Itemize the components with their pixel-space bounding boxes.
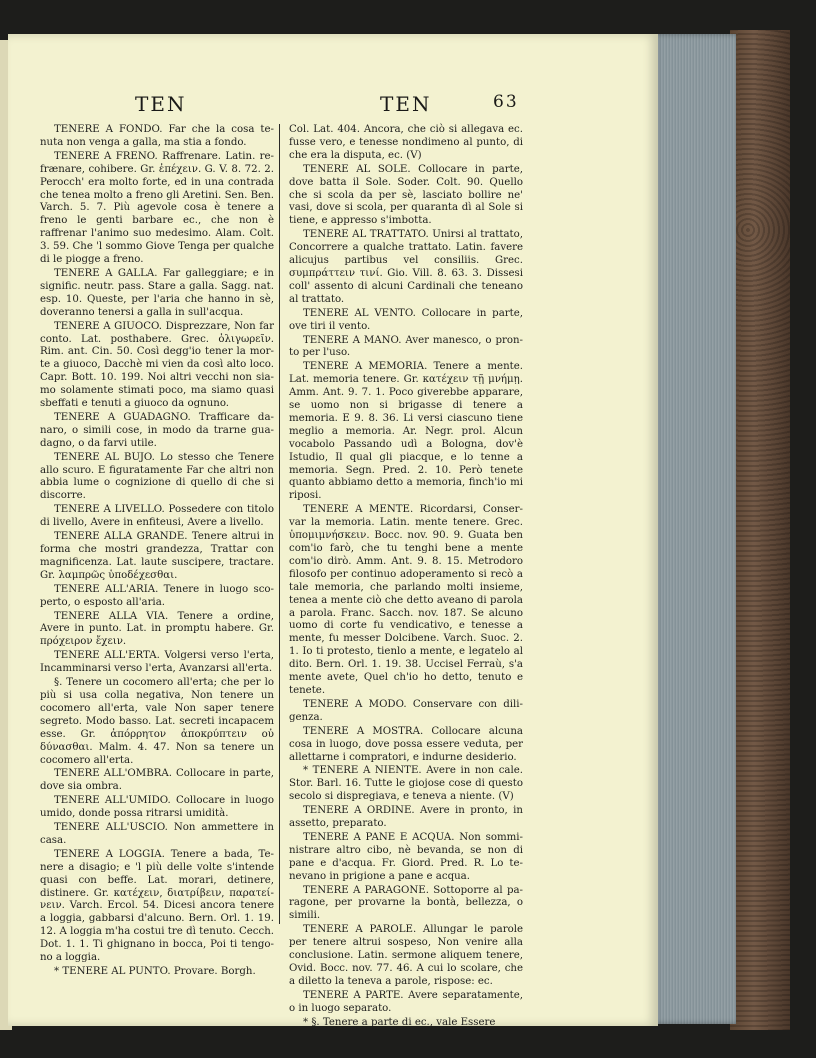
entry: TENERE ALLA GRANDE. Tenere altrui in forma che mostri grandezza, Trattar con magnificenza. Lat. laute suscipere, tractare. Gr. λαμπρῶς ὑποδέχεσθαι. bbox=[40, 531, 274, 581]
entry: TENERE AL VENTO. Collocare in parte, ove tiri il vento. bbox=[289, 307, 523, 332]
entry: * §. Tenere a parte di ec., vale Essere bbox=[303, 1016, 496, 1028]
entry: TENERE A MODO. Conservare con diligenza. bbox=[289, 698, 523, 723]
running-head-left: TEN bbox=[135, 92, 187, 116]
entry: TENERE A MANO. Aver manesco, o pronto per l'uso. bbox=[289, 334, 523, 359]
entry: TENERE AL TRATTATO. Unirsi al trattato, Concorrere a qualche trattato. Latin. favere alicujus partibus vel consiliis. Grec. συμπράττειν τινί. Gio. Vill. 8. 63. 3. Dissesi coll' assento di alcuni Cardinali che teneano al trattato. bbox=[289, 229, 523, 305]
entry: TENERE A FONDO. Far che la cosa tenuta non venga a galla, ma stia a fondo. bbox=[40, 124, 274, 148]
entry: §. Tenere un cocomero all'erta; che per lo più si usa colla negativa, Non tenere un cocomero all'erta, vale Non saper tenere segreto. Modo basso. Lat. secreti incapacem esse. Gr. ἀπόρρητον ἀποκρύπτειν οὐ δύνασθαι. Malm. 4. 47. Non sa tenere un cocomero all'erta. bbox=[40, 677, 274, 766]
entry: TENERE AL BUJO. Lo stesso che Tenere allo scuro. E figuratamente Far che altri non abbia lume o cognizione di quello di che si discorre. bbox=[40, 451, 274, 502]
entry: TENERE A PANE E ACQUA. Non somministrare altro cibo, nè bevanda, se non di pane e d'acqua. Fr. Giord. Pred. R. Lo tenevano in prigione a pane e acqua. bbox=[289, 831, 523, 882]
right-column bbox=[289, 124, 523, 1031]
entry: TENERE ALL'ERTA. Volgersi verso l'erta, Incamminarsi verso l'erta, Avanzarsi all'erta. bbox=[40, 650, 274, 675]
entry: TENERE A GUADAGNO. Trafficare danaro, o simili cose, in modo da trarne guadagno, o da farvi utile. bbox=[40, 411, 274, 449]
entry: * TENERE AL PUNTO. Provare. Borgh. bbox=[54, 966, 256, 977]
entry: TENERE ALL'OMBRA. Collocare in parte, dove sia ombra. bbox=[40, 768, 274, 793]
entry: TENERE A FRENO. Raffrenare. Latin. refrænare, cohibere. Gr. ἐπέχειν. G. V. 8. 72. 2. Perocch' era molto forte, ed in una contrada che tenea molto a freno gli Aretini. Sen. Ben. Varch. 5. 7. Più agevole cosa è tenere a freno le genti barbare ec., che non è raffrenar l'animo suo medesimo. Alam. Colt. 3. 59. Che 'l sommo Giove Tenga per qualche di le piogge a freno. bbox=[40, 150, 274, 266]
entry: TENERE A GIUOCO. Disprezzare, Non far conto. Lat. posthabere. Grec. ὀλιγωρεῖν. Rim. ant. Cin. 50. Così degg'io tener la morte a giuoco, Dacchè mi vien da così alto loco. Capr. Bott. 10. 199. Noi altri vecchi non siamo solamente stimati poco, ma siamo quasi sbeffati e tenuti a giuoco da ognuno. bbox=[40, 320, 274, 410]
entry: TENERE A PARTE. Avere separatamente, o in luogo separato. bbox=[289, 989, 523, 1014]
left-column bbox=[40, 124, 274, 980]
entry: TENERE A LOGGIA. Tenere a bada, Tenere a disagio; e 'l più delle volte s'intende quasi con beffe. Lat. morari, detinere, distinere. Gr. κατέχειν, διατρίβειν, παρατείνειν. Varch. Ercol. 54. Dicesi ancora tenere a loggia, gabbarsi d'alcuno. Bern. Orl. 1. 19. 12. A loggia m'ha costui tre dì tenuto. Cecch. Dot. 1. 1. Ti ghignano in bocca, Poi ti tengono a loggia. bbox=[40, 848, 274, 964]
running-head-right: TEN bbox=[380, 92, 432, 116]
entry: TENERE A PAROLE. Allungar le parole per tenere altrui sospeso, Non venire alla conclusione. Latin. sermone aliquem tenere, Ovid. Bocc. nov. 77. 46. A cui lo scolare, che a diletto la teneva a parole, rispose: ec. bbox=[289, 924, 523, 987]
entry: TENERE A GALLA. Far galleggiare; e in signific. neutr. pass. Stare a galla. Sagg. nat. esp. 10. Queste, per l'aria che hanno in sè, doveranno tenersi a galla in sull'acqua. bbox=[40, 267, 274, 318]
entry: TENERE ALL'USCIO. Non ammettere in casa. bbox=[40, 822, 274, 846]
entry: TENERE ALL'UMIDO. Collocare in luogo umido, donde possa ritrarsi umidità. bbox=[40, 795, 274, 820]
entry: TENERE ALL'ARIA. Tenere in luogo scoperto, o esposto all'aria. bbox=[40, 583, 274, 608]
page-edges bbox=[652, 34, 736, 1024]
entry: TENERE A LIVELLO. Possedere con titolo di livello, Avere in enfiteusi, Avere a livello. bbox=[40, 504, 274, 529]
entry: * TENERE A NIENTE. Avere in non cale. Stor. Barl. 16. Tutte le giojose cose di questo secolo si dispregiava, e teneva a niente. (V) bbox=[289, 765, 523, 803]
entry: TENERE A ORDINE. Avere in pronto, in assetto, preparato. bbox=[289, 805, 523, 830]
entry: TENERE A MOSTRA. Collocare alcuna cosa in luogo, dove possa essere veduta, per allettarne i compratori, e indurne desiderio. bbox=[289, 725, 523, 763]
entry: TENERE A MENTE. Ricordarsi, Conservar la memoria. Latin. mente tenere. Grec. ὑπομιμνήσκειν. Bocc. nov. 90. 9. Guata ben com'io farò, che tu tenghi bene a mente com'io dirò. Amm. Ant. 9. 8. 15. Metrodoro filosofo per continuo adoperamento si recò a tale memoria, che parlando molti insieme, tenea a mente ciò che detto aveano di parola a parola. Franc. Sacch. nov. 187. Se alcuno uomo di corte fu vendicativo, e tenesse a mente, fu messer Dolcibene. Varch. Suoc. 2. 1. Io ti protesto, tienlo a mente, e legatelo al dito. Bern. Orl. 1. 19. 38. Uccisel Ferraù, s'a mente avete, Quel ch'io ho detto, tenuto e tenete. bbox=[289, 504, 523, 696]
entry: TENERE A MEMORIA. Tenere a mente. Lat. memoria tenere. Gr. κατέχειν τῇ μνήμῃ. Amm. Ant. 9. 7. 1. Poco giverebbe apparare, se uomo non si brigasse di tenere a memoria. E 9. 8. 36. Li versi ciascuno tiene meglio a memoria. Ar. Negr. prol. Alcun vocabolo Passando udì a Bologna, dov'è Istudio, Il qual gli piacque, e lo tenne a memoria. Segn. Pred. 2. 10. Però tenete quanto abbiamo detto a memoria, finch'io mi riposi. bbox=[289, 361, 523, 502]
entry: TENERE ALLA VIA. Tenere a ordine, Avere in punto. Lat. in promptu habere. Gr. πρόχειρον ἔχειν. bbox=[40, 610, 274, 648]
page-number: 63 bbox=[493, 92, 519, 112]
entry: TENERE A PARAGONE. Sottoporre al paragone, per provarne la bontà, bellezza, o simili. bbox=[289, 884, 523, 922]
book-binding bbox=[730, 30, 790, 1030]
column-divider bbox=[279, 124, 280, 924]
entry: Col. Lat. 404. Ancora, che ciò si allegava ec. fusse vero, e tenesse nondimeno al punto, di che era la disputa, ec. (V) bbox=[289, 124, 523, 161]
entry: TENERE AL SOLE. Collocare in parte, dove batta il Sole. Soder. Colt. 90. Quello che si scola da per sè, lasciato bollire ne' vasi, dove si scola, per quaranta dì al Sole si tiene, e appresso s'imbotta. bbox=[289, 163, 523, 227]
